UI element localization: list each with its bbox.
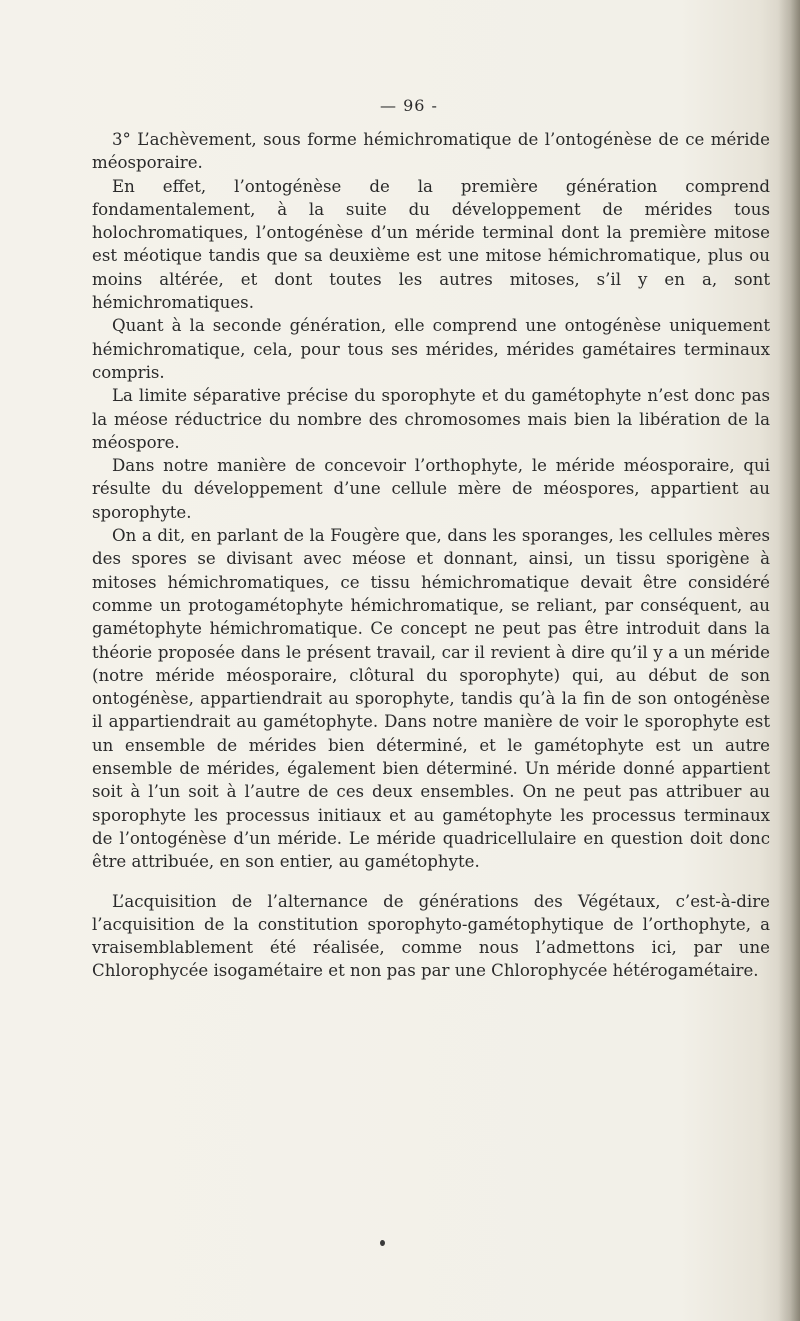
page-edge-shadow (778, 0, 800, 1321)
page-number: — 96 - (380, 96, 438, 115)
paragraph-5: Dans notre manière de concevoir l’orthophyte, le méride méosporaire, qui résulte du développement d’une cellule mère de méospores, appartient au sporophyte. (92, 456, 770, 522)
paragraph-2: En effet, l’ontogénèse de la première génération comprend fondamentalement, à la suite du développement de mérides tous holochromatiques, l’ontogénèse d’un méride terminal dont la première mitose est méotique tandis que sa deuxième est une mitose hémichromatique, plus ou moins altérée, et dont toutes les autres mitoses, s’il y en a, sont hémichromatiques. (92, 176, 770, 313)
paragraph-1: 3° L’achèvement, sous forme hémichromatique de l’ontogénèse de ce méride méosporaire. (92, 130, 770, 173)
paragraph-6: On a dit, en parlant de la Fougère que, dans les sporanges, les cellules mères des spores se divisant avec méose et donnant, ainsi, un tissu sporigène à mitoses hémichromatiques, ce tissu hémichromatique devait être considéré comme un protogamétophyte hémichromatique, se reliant, par conséquent, au gamétophyte hémichromatique. Ce concept ne peut pas être introduit dans la théorie proposée dans le présent travail, car il revient à dire qu’il y a un méride (notre méride méosporaire, clôtural du sporophyte) qui, au début de son ontogénèse, appartiendrait au sporophyte, tandis qu’à la fin de son ontogénèse il appartiendrait au gamétophyte. Dans notre manière de voir le sporophyte est un ensemble de mérides bien déterminé, et le gamétophyte est un autre ensemble de mérides, également bien déterminé. Un méride donné appartient soit à l’un soit à l’autre de ces deux ensembles. On ne peut pas attribuer au sporophyte les processus initiaux et au gamétophyte les processus terminaux de l’ontogénèse d’un méride. Le méride quadricellulaire en question doit donc être attribuée, en son entier, au gamétophyte. (92, 526, 770, 872)
ink-dot (380, 1240, 385, 1246)
paragraph-3: Quant à la seconde génération, elle comprend une ontogénèse uniquement hémichromatique, cela, pour tous ses mérides, mérides gamétaires terminaux compris. (92, 316, 770, 382)
body-text (92, 128, 770, 983)
paragraph-4: La limite séparative précise du sporophyte et du gamétophyte n’est donc pas la méose réductrice du nombre des chromosomes mais bien la libération de la méospore. (92, 386, 770, 452)
paragraph-7: L’acquisition de l’alternance de générations des Végétaux, c’est-à-dire l’acquisition de la constitution sporophyto-gamétophytique de l’orthophyte, a vraisemblablement été réalisée, comme nous l’admettons ici, par une Chlorophycée isogamétaire et non pas par une Chlorophycée hétérogamétaire. (92, 891, 770, 981)
